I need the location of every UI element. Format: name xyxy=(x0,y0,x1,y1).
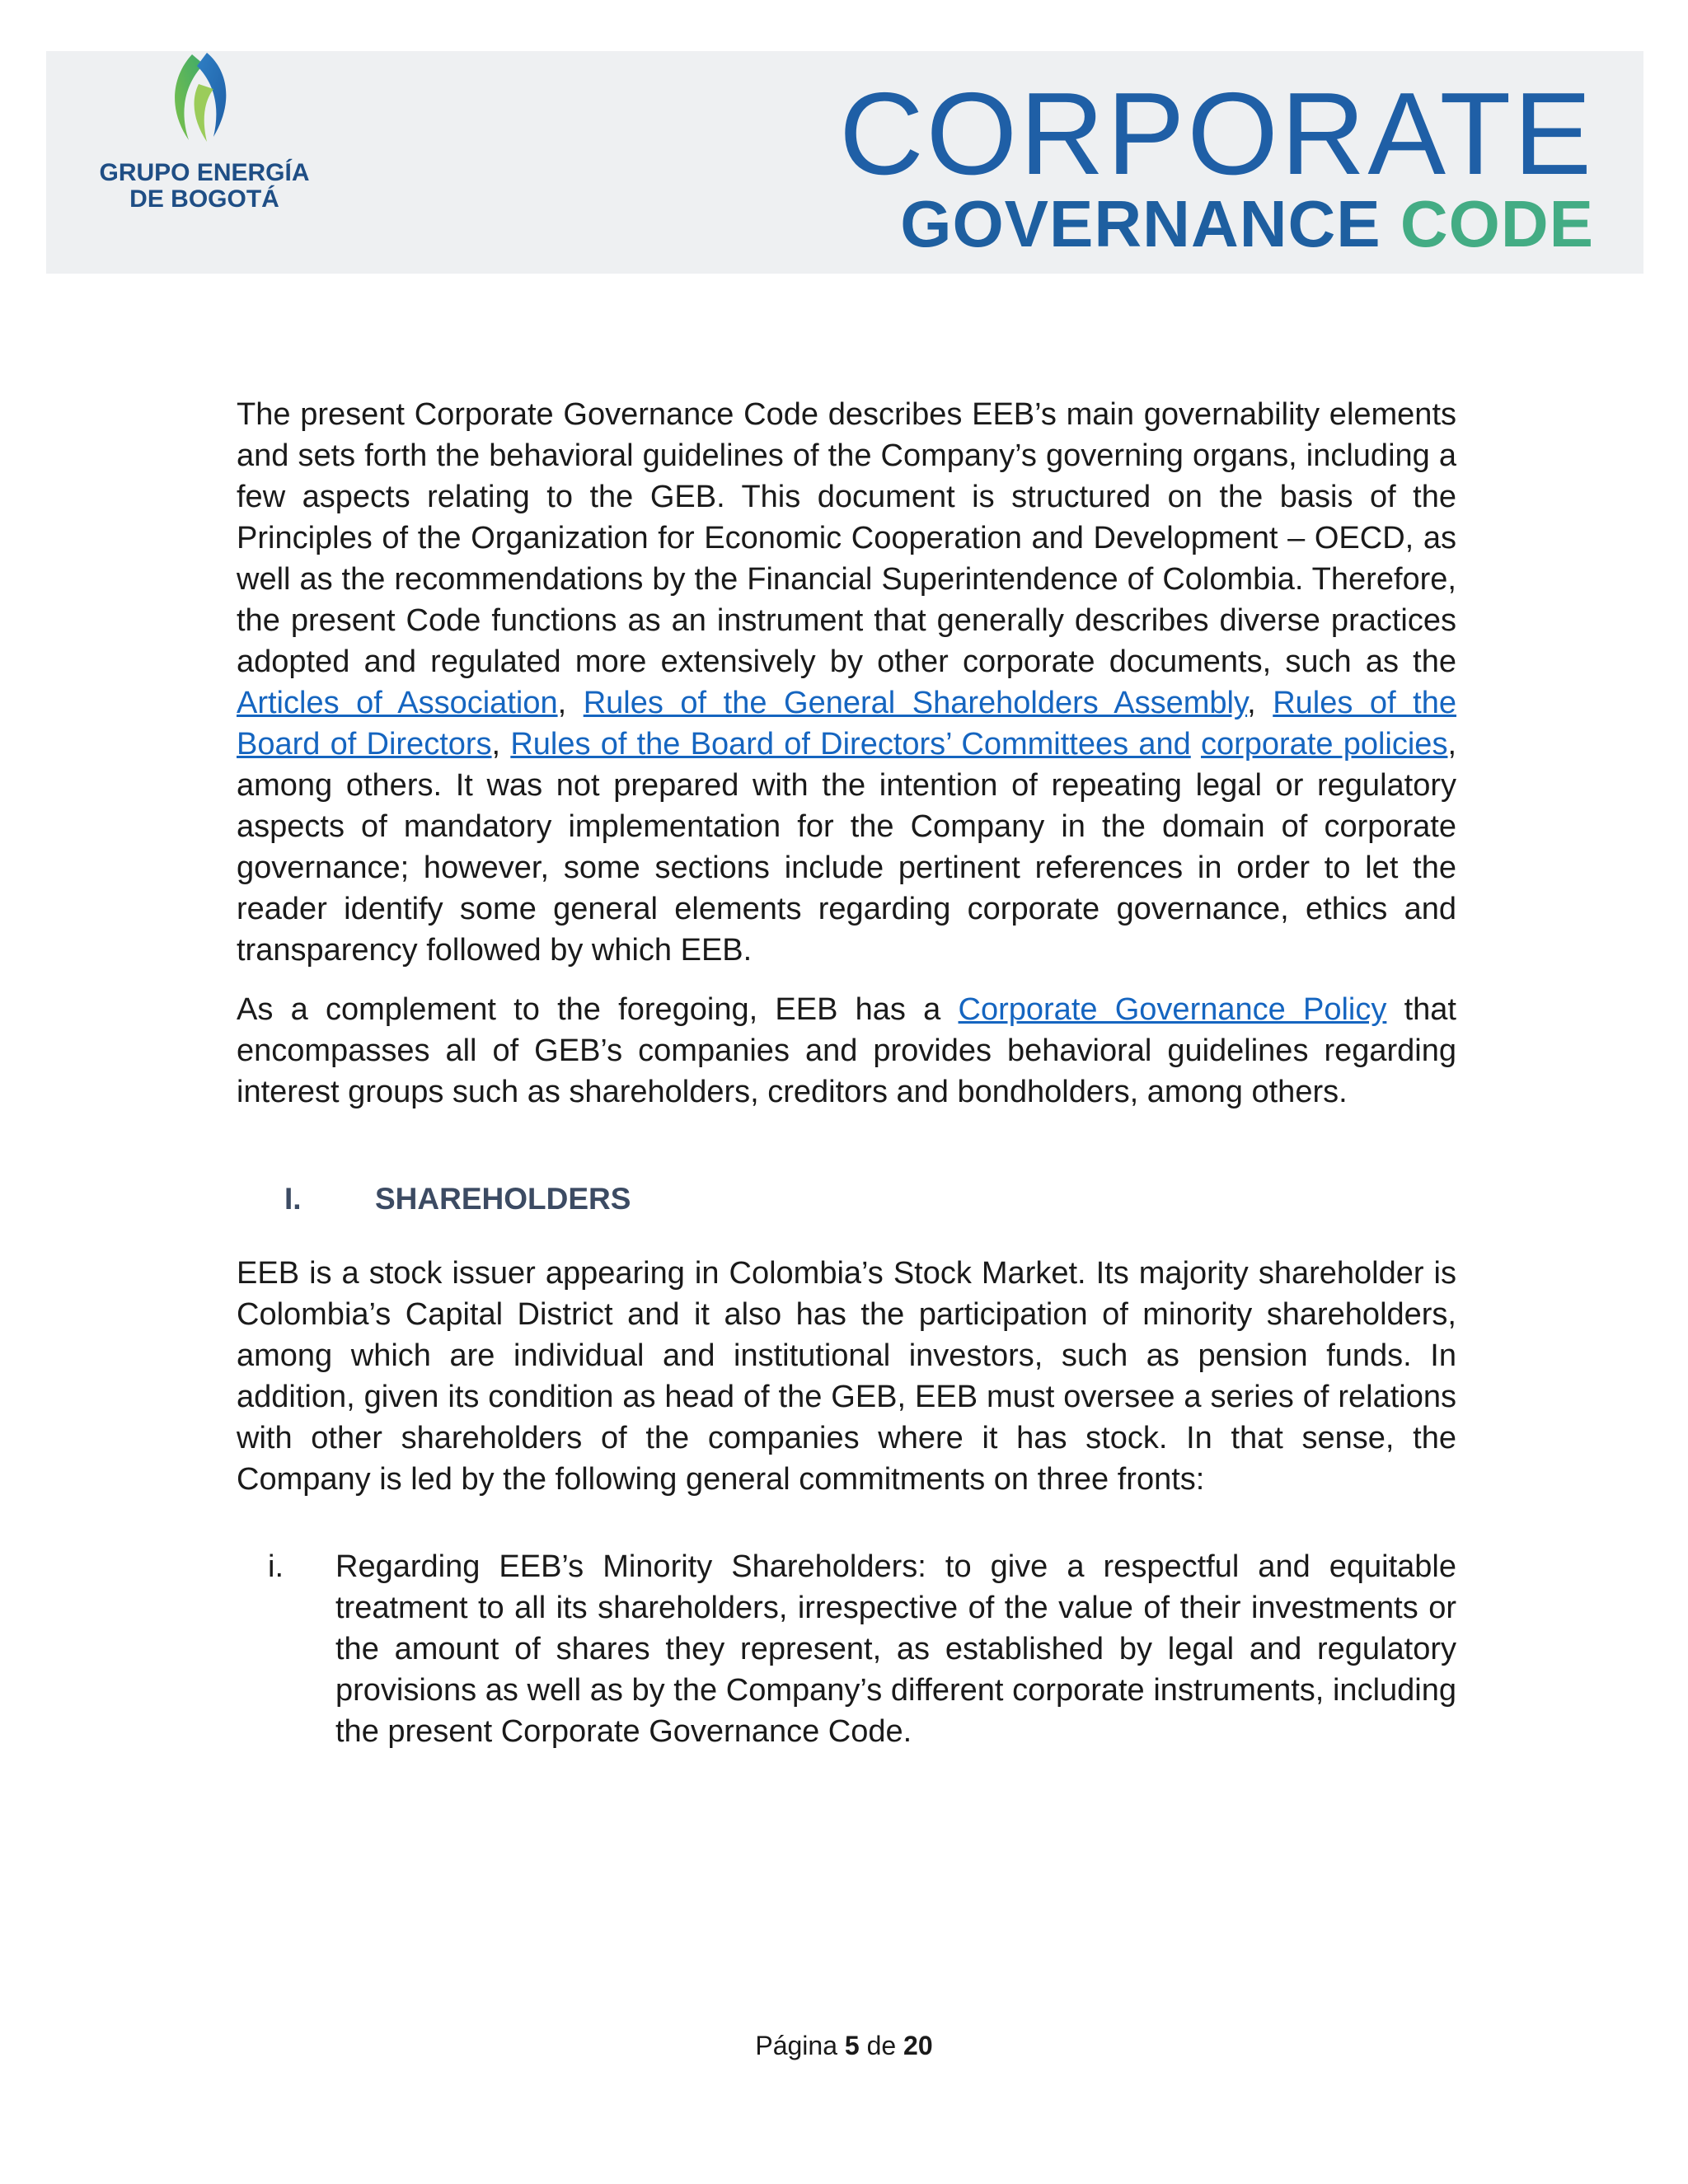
link-corporate-governance-policy[interactable]: Corporate Governance Policy xyxy=(958,992,1387,1027)
separator: , xyxy=(557,686,567,720)
list-marker: i. xyxy=(268,1549,284,1584)
document-body xyxy=(237,394,1456,1752)
company-logo xyxy=(89,51,336,274)
intro-text-d: that encompasses all of GEB’s companies and provides behavioral guidelines regarding interest groups such as shareholders, creditors and bondholders, among others. xyxy=(237,992,1456,1109)
section-number: I. xyxy=(284,1182,302,1216)
section-heading-shareholders xyxy=(237,1179,1456,1220)
footer-label: Página xyxy=(755,2031,837,2060)
link-board-of-directors-rules[interactable]: Rules of the Board of Directors xyxy=(237,686,1456,762)
intro-text-c: As a complement to the foregoing, EEB has a xyxy=(237,992,941,1027)
footer-of: de xyxy=(866,2031,897,2060)
link-board-committees-rules[interactable]: Rules of the Board of Directors’ Committees and xyxy=(510,727,1191,762)
page-number: 5 xyxy=(844,2031,860,2060)
section-title: SHAREHOLDERS xyxy=(375,1182,631,1216)
commitments-list xyxy=(237,1546,1456,1752)
document-title-line-1: CORPORATE xyxy=(839,68,1594,199)
logo-line-1: GRUPO ENERGÍA xyxy=(99,159,310,186)
intro-text-a: The present Corporate Governance Code describes EEB’s main governability elements and sets forth the behavioral guidelines of the Company’s governing organs, including a few aspects relating to the GEB. This document is structured on the basis of the Principles of the Organization for Economic Cooperation and Development – OECD, as well as the recommendations by the Financial Superintendence of Colombia. Therefore, the present Code functions as an instrument that generally describes diverse practices adopted and regulated more extensively by other corporate documents, such as the xyxy=(237,397,1456,679)
geb-leaf-icon xyxy=(156,51,246,150)
intro-paragraph-2 xyxy=(237,989,1456,1113)
link-corporate-policies[interactable]: corporate policies xyxy=(1200,727,1448,762)
shareholders-paragraph: EEB is a stock issuer appearing in Colombia’s Stock Market. Its majority shareholder is Colombia’s Capital District and it also has the participation of minority shareholders, among which are individual and institutional investors, such as pension funds. In addition, given its condition as head of the GEB, EEB must oversee a series of relations with other shareholders of the companies where it has stock. In that sense, the Company is led by the following general commitments on three fronts: xyxy=(237,1256,1456,1497)
title-code: CODE xyxy=(1400,187,1594,260)
link-general-shareholders-assembly-rules[interactable]: Rules of the General Shareholders Assembly xyxy=(583,686,1248,720)
page-total: 20 xyxy=(903,2031,933,2060)
document-title-line-2 xyxy=(900,187,1594,260)
list-item-text: Regarding EEB’s Minority Shareholders: to give a respectful and equitable treatment to all its shareholders, irrespective of the value of their investments or the amount of shares they represent, as established by legal and regulatory provisions as well as by the Company’s different corporate instruments, including the present Corporate Governance Code. xyxy=(335,1549,1456,1749)
title-governance: GOVERNANCE xyxy=(900,187,1381,260)
separator: , xyxy=(1247,686,1256,720)
separator: , xyxy=(491,727,501,762)
intro-paragraph-1 xyxy=(237,394,1456,971)
logo-wordmark xyxy=(89,160,320,213)
intro-text-b: , among others. It was not prepared with the intention of repeating legal or regulatory aspects of mandatory implementation for the Company in the domain of corporate governance; however, some sections include pertinent references in order to let the reader identify some general elements regarding corporate governance, ethics and transparency followed by which EEB. xyxy=(237,727,1457,968)
page-footer xyxy=(0,2029,1688,2062)
link-articles-of-association[interactable]: Articles of Association xyxy=(237,686,558,720)
list-item xyxy=(237,1546,1456,1752)
header-band xyxy=(46,51,1643,274)
logo-line-2: DE BOGOTÁ xyxy=(129,185,279,213)
